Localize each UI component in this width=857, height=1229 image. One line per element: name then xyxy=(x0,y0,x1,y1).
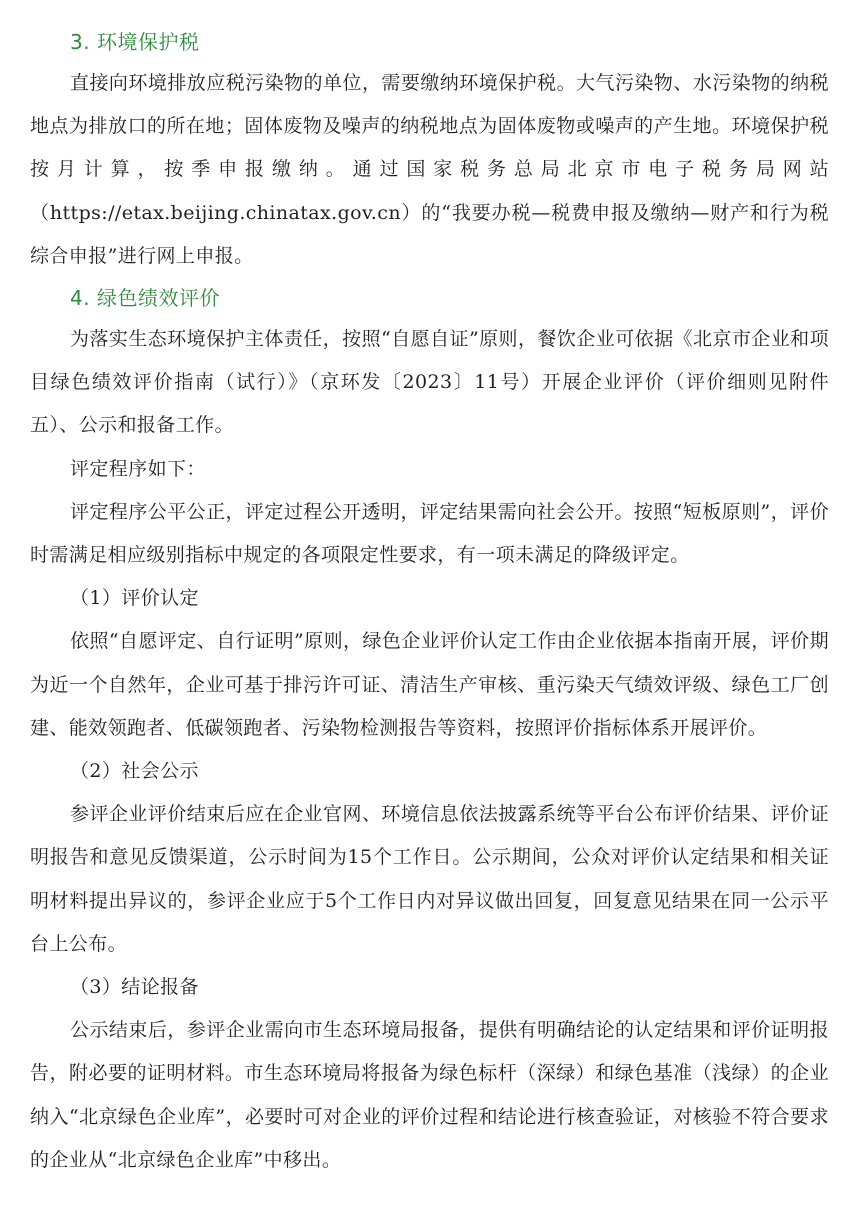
paragraph-green-eval-intro: 为落实生态环境保护主体责任，按照“自愿自证”原则，餐饮企业可依据《北京市企业和项目绿色绩效评价指南（试行）》（京环发〔2023〕11号）开展企业评价（评价细则见附件五）、公示和报备工作。 xyxy=(30,328,829,437)
step2-title: （2）社会公示 xyxy=(70,760,199,783)
paragraph-env-tax: 直接向环境排放应税污染物的单位，需要缴纳环境保护税。大气污染物、水污染物的纳税地点为排放口的所在地；固体废物及噪声的纳税地点为固体废物或噪声的产生地。环境保护税按月计算，按季申报缴纳。通过国家税务总局北京市电子税务局网站（https://etax.beijing.chinatax.gov.cn）的“我要办税—税费申报及缴纳—财产和行为税综合申报”进行网上申报。 xyxy=(30,72,829,267)
heading-env-tax: 3. 环境保护税 xyxy=(70,30,200,54)
step1-title: （1）评价认定 xyxy=(70,587,199,610)
paragraph-step1: 依照“自愿评定、自行证明”原则，绿色企业评价认定工作由企业依据本指南开展，评价期为近一个自然年，企业可基于排污许可证、清洁生产审核、重污染天气绩效评级、绿色工厂创建、能效领跑者、低碳领跑者、污染物检测报告等资料，按照评价指标体系开展评价。 xyxy=(30,630,829,739)
heading-green-eval: 4. 绿色绩效评价 xyxy=(70,286,220,311)
paragraph-step2: 参评企业评价结束后应在企业官网、环境信息依法披露系统等平台公布评价结果、评价证明报告和意见反馈渠道，公示时间为15个工作日。公示期间，公众对评价认定结果和相关证明材料提出异议的，参评企业应于5个工作日内对异议做出回复，回复意见结果在同一公示平台上公布。 xyxy=(30,803,829,955)
step3-title: （3）结论报备 xyxy=(70,976,199,999)
paragraph-procedure: 评定程序公平公正，评定过程公开透明，评定结果需向社会公开。按照“短板原则”，评价时需满足相应级别指标中规定的各项限定性要求，有一项未满足的降级评定。 xyxy=(30,500,829,567)
procedure-label: 评定程序如下： xyxy=(70,457,206,480)
paragraph-step3: 公示结束后，参评企业需向市生态环境局报备，提供有明确结论的认定结果和评价证明报告，附必要的证明材料。市生态环境局将报备为绿色标杆（深绿）和绿色基准（浅绿）的企业纳入“北京绿色企业库”，必要时可对企业的评价过程和结论进行核查验证，对核验不符合要求的企业从“北京绿色企业库”中移出。 xyxy=(30,1019,829,1171)
